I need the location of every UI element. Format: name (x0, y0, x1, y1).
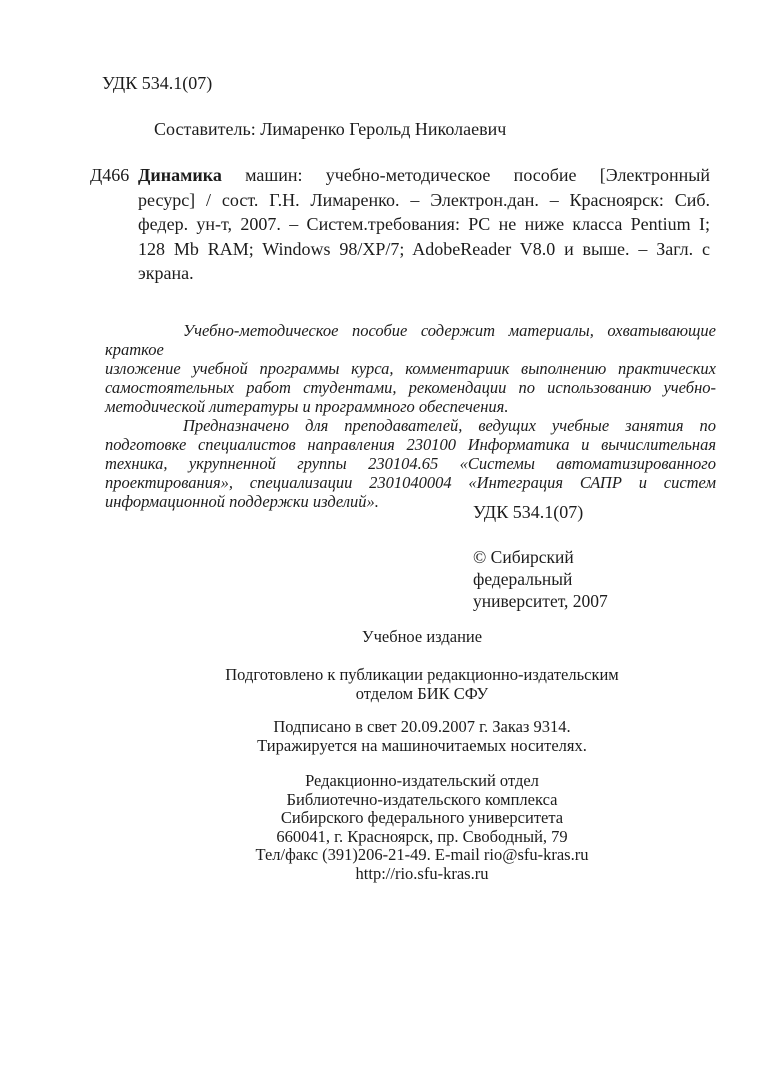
udc-code-repeat: УДК 534.1(07) (473, 502, 584, 522)
copyright-line: федеральный (473, 569, 573, 589)
edition-type-line (97, 628, 747, 647)
annotation-line: самостоятельных работ студентами, рекомендации по использованию учебно- (105, 378, 716, 397)
signed-line: Подписано в свет 20.09.2007 г. Заказ 9314. (273, 717, 571, 736)
copyright-line: университет, 2007 (473, 591, 608, 611)
catalog-entry-line-text: машин: учебно-методическое пособие [Электронный (221, 165, 710, 185)
publisher-url: http://rio.sfu-kras.ru (355, 863, 489, 883)
annotation-block (105, 321, 716, 511)
publisher-block (97, 772, 747, 884)
prepared-block (97, 666, 747, 703)
copyright-block (473, 546, 608, 612)
catalog-entry-line: экрана. (138, 263, 194, 284)
copyright-line: © Сибирский (473, 547, 574, 567)
catalog-entry-line: федер. ун-т, 2007. – Систем.требования: PC не ниже класса Pentium I; (138, 214, 710, 235)
udc-code-top: УДК 534.1(07) (102, 73, 213, 93)
publisher-line: 660041, г. Красноярск, пр. Свободный, 79 (276, 826, 568, 846)
signed-block (97, 718, 747, 755)
edition-type: Учебное издание (361, 627, 483, 646)
annotation-line: Учебно-методическое пособие содержит материалы, охватывающие краткое (105, 321, 716, 359)
publisher-line: Библиотечно-издательского комплекса (286, 789, 558, 809)
catalog-entry (138, 163, 710, 286)
prepared-line: Подготовлено к публикации редакционно-издательским (225, 665, 619, 684)
publisher-line: Тел/факс (391)206-21-49. E-mail rio@sfu-kras.ru (255, 845, 589, 865)
catalog-entry-line: ресурс] / сост. Г.Н. Лимаренко. – Электрон.дан. – Красноярск: Сиб. (138, 189, 710, 210)
publisher-line: Сибирского федерального университета (280, 808, 564, 828)
annotation-line: Предназначено для преподавателей, ведущих учебные занятия по (183, 416, 716, 435)
catalog-entry-label: Д466 (90, 165, 130, 185)
prepared-line: отделом БИК СФУ (355, 683, 489, 703)
publisher-line: Редакционно-издательский отдел (305, 771, 539, 790)
catalog-entry-line (138, 163, 710, 188)
annotation-line: подготовке специалистов направления 230100 Информатика и вычислительная (105, 435, 716, 454)
catalog-entry-title: Динамика (138, 165, 222, 185)
annotation-line: техника, укрупненной группы 230104.65 «Системы автоматизированного (105, 454, 716, 473)
signed-line: Тиражируется на машиночитаемых носителях. (257, 735, 587, 755)
annotation-line: информационной поддержки изделий». (105, 492, 379, 511)
annotation-line: изложение учебной программы курса, комментариик выполнению практических (105, 359, 716, 378)
annotation-line: проектирования», специализации 2301040004 «Интеграция САПР и систем (105, 473, 716, 492)
compiler-line: Составитель: Лимаренко Герольд Николаевич (154, 119, 507, 139)
catalog-entry-line: 128 Mb RAM; Windows 98/XP/7; AdobeReader V8.0 и выше. – Загл. с (138, 238, 710, 259)
annotation-line: методической литературы и программного обеспечения. (105, 397, 509, 416)
